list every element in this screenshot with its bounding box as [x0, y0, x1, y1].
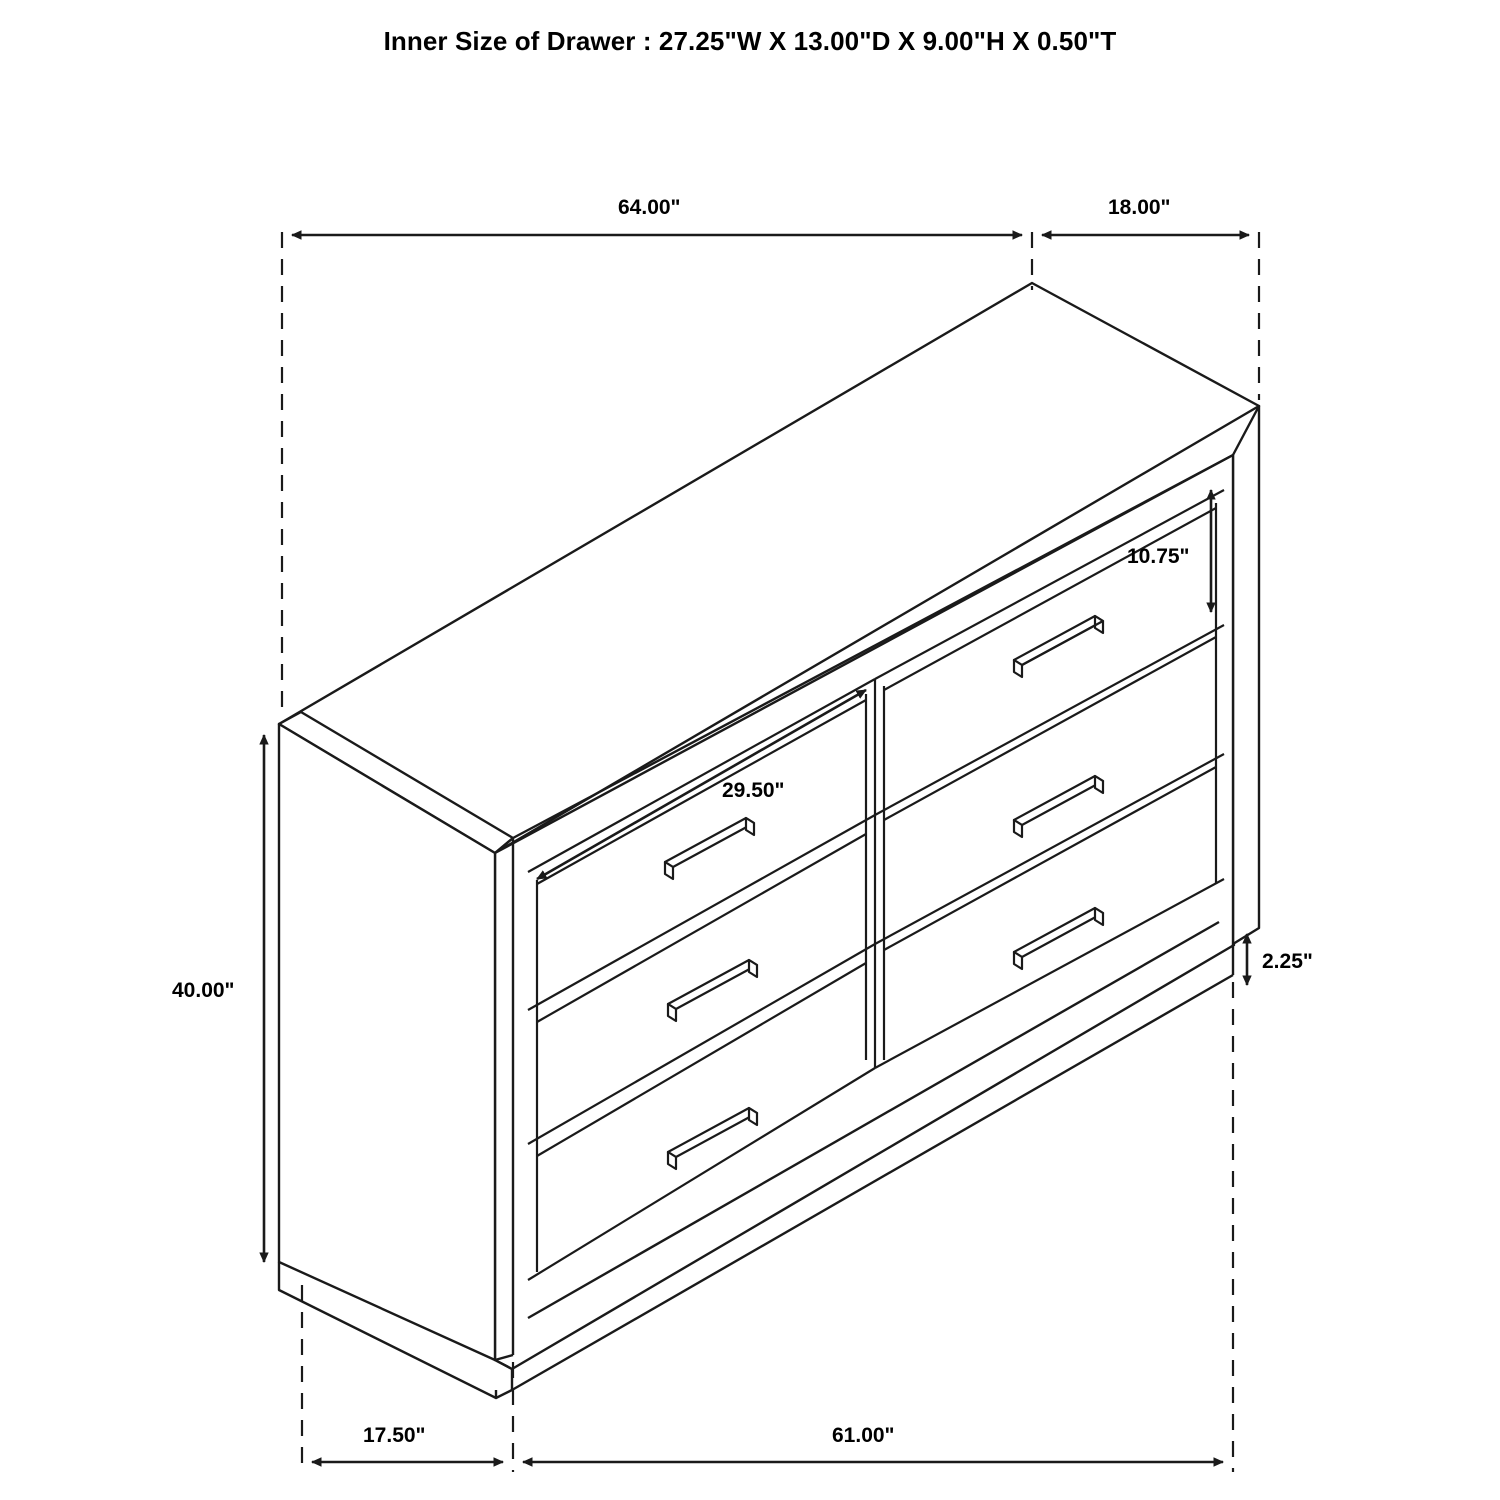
dim-base-depth: 17.50"	[363, 1424, 426, 1447]
dim-plinth-height: 2.25"	[1262, 950, 1313, 973]
dim-top-depth: 18.00"	[1108, 196, 1171, 219]
dim-drawer-diagonal: 29.50"	[722, 779, 785, 802]
dim-overall-height: 40.00"	[172, 979, 235, 1002]
dim-drawer-front-height: 10.75"	[1127, 545, 1190, 568]
dim-base-width: 61.00"	[832, 1424, 895, 1447]
dim-top-width: 64.00"	[618, 196, 681, 219]
cabinet-body	[279, 283, 1259, 1398]
page-title: Inner Size of Drawer : 27.25"W X 13.00"D X 9.00"H X 0.50"T	[383, 26, 1117, 56]
